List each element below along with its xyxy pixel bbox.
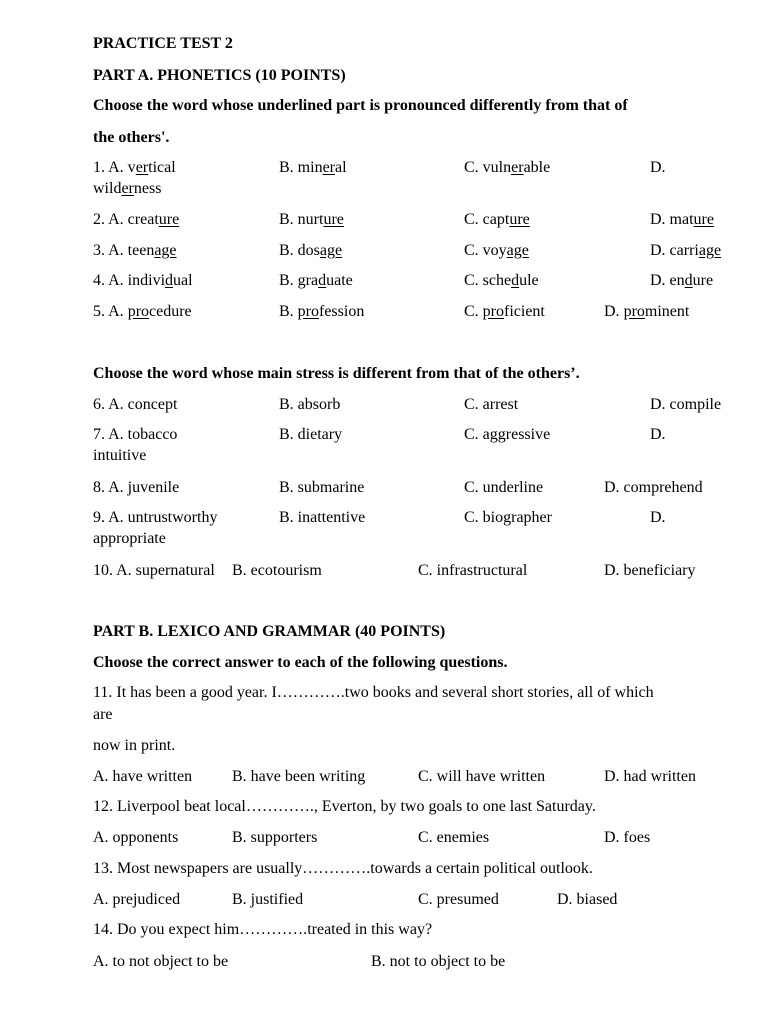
question-1: 1. A. vertical B. mineral C. vulnerable D. wilderness: [93, 159, 666, 197]
question-4: 4. A. individual B. graduate C. schedule D. endure: [93, 272, 714, 289]
question-7: 7. A. tobacco B. dietary C. aggressive D. intuitive: [93, 426, 666, 464]
question-11-line1: 11. It has been a good year. I………….two books and several short stories, all of which: [93, 684, 654, 701]
question-12: 12. Liverpool beat local…………., Everton, by two goals to one last Saturday.: [93, 798, 596, 815]
question-12-options: A. opponents B. supporters C. enemies D. foes: [93, 829, 651, 846]
question-2: 2. A. creature B. nurture C. capture D. mature: [93, 211, 714, 228]
question-14: 14. Do you expect him………….treated in this way?: [93, 921, 433, 938]
instruction-stress: Choose the word whose main stress is different from that of the others’.: [93, 365, 580, 382]
question-11-line3: now in print.: [93, 737, 176, 754]
question-11-options: A. have written B. have been writing C. will have written D. had written: [93, 768, 696, 785]
question-13-options: A. prejudiced B. justified C. presumed D. biased: [93, 891, 618, 908]
question-10: 10. A. supernatural B. ecotourism C. infrastructural D. beneficiary: [93, 562, 696, 579]
test-title: PRACTICE TEST 2: [93, 35, 233, 52]
instruction-pronunciation-line1: Choose the word whose underlined part is pronounced differently from that of: [93, 97, 628, 114]
question-13: 13. Most newspapers are usually………….towards a certain political outlook.: [93, 860, 593, 877]
question-8: 8. A. juvenile B. submarine C. underline D. comprehend: [93, 479, 703, 496]
part-a-title: PART A. PHONETICS (10 POINTS): [93, 67, 346, 84]
question-6: 6. A. concept B. absorb C. arrest D. compile: [93, 396, 722, 413]
question-11-line2: are: [93, 706, 113, 723]
instruction-lexico: Choose the correct answer to each of the following questions.: [93, 654, 508, 671]
question-3: 3. A. teenage B. dosage C. voyage D. carriage: [93, 242, 722, 259]
question-14-options: A. to not object to be B. not to object to be: [93, 953, 506, 970]
question-9: 9. A. untrustworthy B. inattentive C. biographer D. appropriate: [93, 509, 666, 547]
instruction-pronunciation-line2: the others'.: [93, 129, 170, 146]
question-5: 5. A. procedure B. profession C. proficient D. prominent: [93, 303, 690, 320]
part-b-title: PART B. LEXICO AND GRAMMAR (40 POINTS): [93, 623, 446, 640]
